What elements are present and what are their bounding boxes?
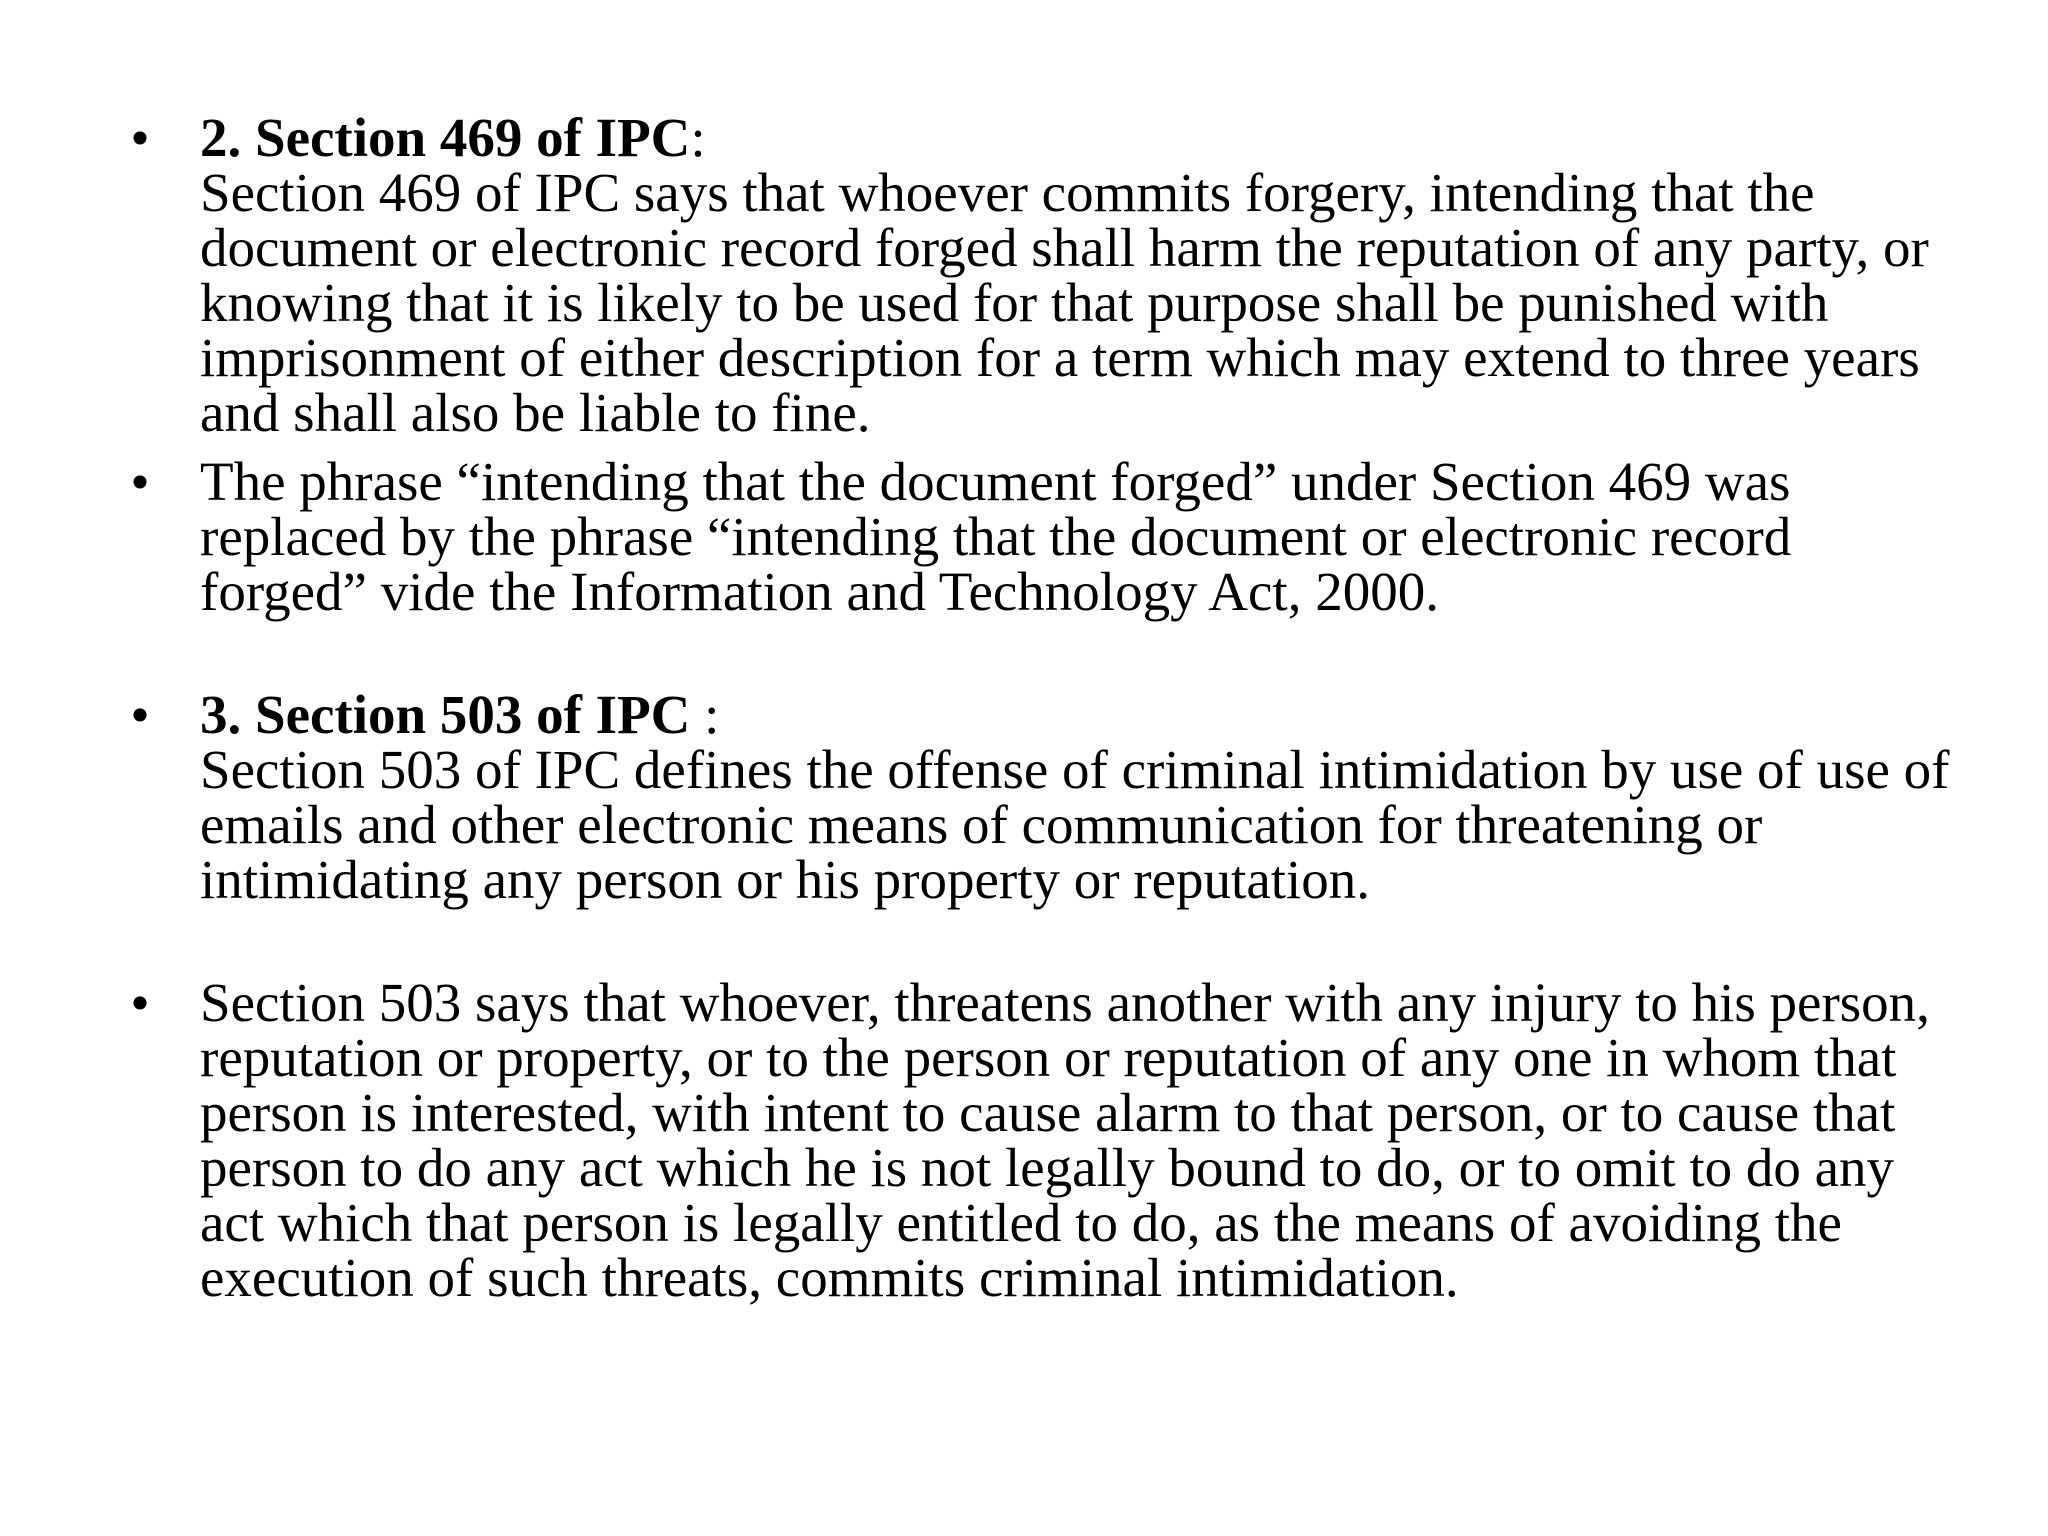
bullet-item-section-469 (130, 107, 1960, 443)
section-503-heading (200, 684, 1960, 745)
section-503-title: 3. Section 503 of IPC (200, 684, 691, 745)
section-503-colon: : (690, 684, 720, 745)
section-469-description: Section 469 of IPC says that whoever commits forgery, intending that the document or electronic record forged shall harm the reputation of any party, or knowing that it is likely to be used for that purpose shall be punished with imprisonment of either description for a term which may extend to three years and shall also be liable to fine. (200, 162, 1929, 443)
section-503-description: Section 503 of IPC defines the offense of criminal intimidation by use of use of emails and other electronic means of communication for threatening or intimidating any person or his property or reputation. (200, 739, 1950, 910)
section-469-title: 2. Section 469 of IPC (200, 107, 691, 168)
bullet-icon: • (130, 972, 150, 1033)
section-469-colon: : (690, 107, 706, 168)
section-469-heading (200, 107, 1960, 168)
phrase-replacement-text: The phrase “intending that the document forged” under Section 469 was replaced by the phrase “intending that the document or electronic record forged” vide the Information and Technology Act, 2000. (200, 451, 1792, 622)
bullet-item-section-503-detail (130, 972, 1960, 1308)
bullet-icon: • (130, 451, 150, 512)
bullet-item-section-503 (130, 684, 1960, 910)
bullet-icon: • (130, 684, 150, 745)
bullet-icon: • (130, 107, 150, 168)
section-503-detail-text: Section 503 says that whoever, threatens another with any injury to his person, reputation or property, or to the person or reputation of any one in whom that person is interested, with intent to cause alarm to that person, or to cause that person to do any act which he is not legally bound to do, or to omit to do any act which that person is legally entitled to do, as the means of avoiding the execution of such threats, commits criminal intimidation. (200, 972, 1930, 1308)
bullet-item-phrase-replacement (130, 451, 1960, 622)
bullet-list (130, 107, 1960, 1308)
